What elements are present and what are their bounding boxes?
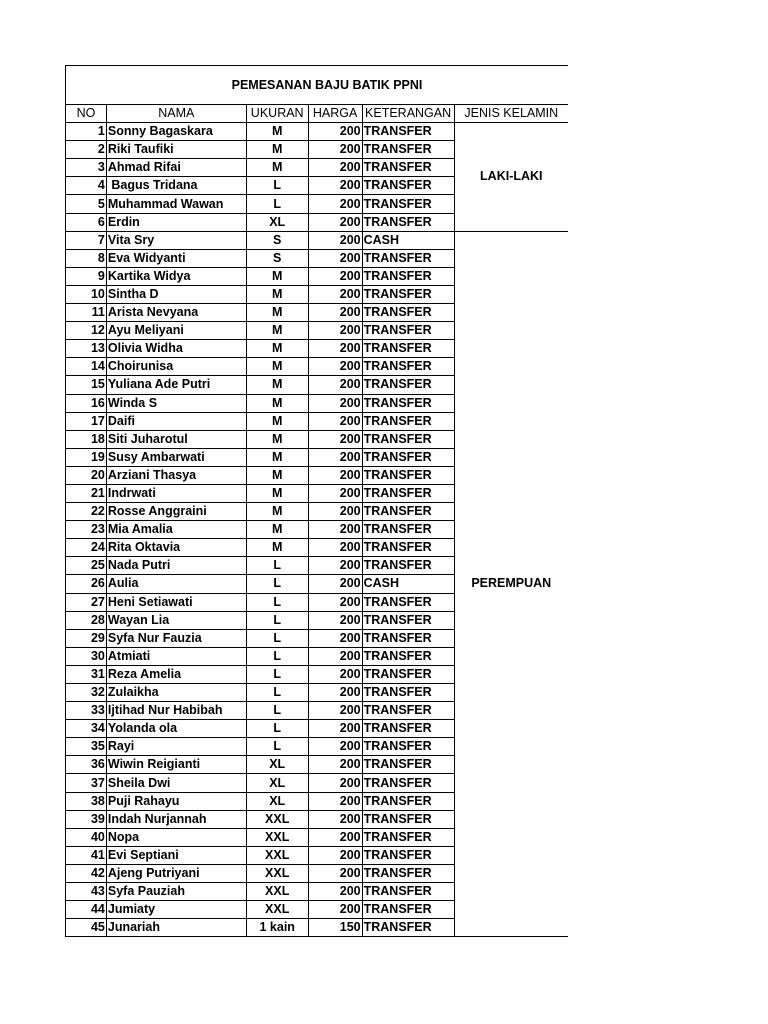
row-number: 43 xyxy=(66,883,107,901)
row-payment: TRANSFER xyxy=(362,159,454,177)
row-size: L xyxy=(246,702,308,720)
row-payment: TRANSFER xyxy=(362,629,454,647)
row-payment: TRANSFER xyxy=(362,304,454,322)
row-price: 200 xyxy=(308,720,362,738)
row-payment: TRANSFER xyxy=(362,919,454,937)
row-name: Indrwati xyxy=(106,484,246,502)
row-size: 1 kain xyxy=(246,919,308,937)
row-payment: TRANSFER xyxy=(362,503,454,521)
row-size: XL xyxy=(246,756,308,774)
row-number: 6 xyxy=(66,213,107,231)
row-price: 200 xyxy=(308,846,362,864)
row-name: Syfa Pauziah xyxy=(106,883,246,901)
row-payment: TRANSFER xyxy=(362,738,454,756)
row-number: 31 xyxy=(66,665,107,683)
row-payment: TRANSFER xyxy=(362,539,454,557)
row-size: XL xyxy=(246,792,308,810)
row-number: 30 xyxy=(66,647,107,665)
header-no: NO xyxy=(66,105,107,123)
row-price: 200 xyxy=(308,738,362,756)
row-size: L xyxy=(246,557,308,575)
row-number: 13 xyxy=(66,340,107,358)
row-name: Muhammad Wawan xyxy=(106,195,246,213)
row-payment: TRANSFER xyxy=(362,883,454,901)
header-harga: HARGA xyxy=(308,105,362,123)
row-number: 35 xyxy=(66,738,107,756)
row-size: M xyxy=(246,123,308,141)
row-number: 36 xyxy=(66,756,107,774)
row-payment: TRANSFER xyxy=(362,376,454,394)
row-price: 200 xyxy=(308,503,362,521)
row-size: M xyxy=(246,340,308,358)
row-price: 200 xyxy=(308,684,362,702)
row-price: 200 xyxy=(308,231,362,249)
row-name: Erdin xyxy=(106,213,246,231)
row-size: M xyxy=(246,159,308,177)
row-name: Indah Nurjannah xyxy=(106,810,246,828)
order-sheet xyxy=(65,65,568,935)
row-payment: TRANSFER xyxy=(362,249,454,267)
row-number: 44 xyxy=(66,901,107,919)
row-size: L xyxy=(246,195,308,213)
row-size: L xyxy=(246,177,308,195)
row-size: XL xyxy=(246,213,308,231)
row-size: M xyxy=(246,394,308,412)
row-name: Yolanda ola xyxy=(106,720,246,738)
row-name: Aulia xyxy=(106,575,246,593)
row-payment: TRANSFER xyxy=(362,611,454,629)
row-number: 38 xyxy=(66,792,107,810)
row-number: 32 xyxy=(66,684,107,702)
row-number: 39 xyxy=(66,810,107,828)
row-price: 200 xyxy=(308,195,362,213)
row-size: L xyxy=(246,647,308,665)
row-payment: TRANSFER xyxy=(362,774,454,792)
row-number: 8 xyxy=(66,249,107,267)
row-size: M xyxy=(246,521,308,539)
row-payment: TRANSFER xyxy=(362,141,454,159)
row-size: L xyxy=(246,575,308,593)
row-number: 1 xyxy=(66,123,107,141)
row-size: L xyxy=(246,684,308,702)
row-payment: TRANSFER xyxy=(362,720,454,738)
row-name: Sonny Bagaskara xyxy=(106,123,246,141)
row-price: 200 xyxy=(308,448,362,466)
row-price: 200 xyxy=(308,213,362,231)
row-name: Nada Putri xyxy=(106,557,246,575)
row-number: 25 xyxy=(66,557,107,575)
row-size: M xyxy=(246,539,308,557)
row-price: 200 xyxy=(308,141,362,159)
row-price: 200 xyxy=(308,285,362,303)
row-name: Olivia Widha xyxy=(106,340,246,358)
row-name: Atmiati xyxy=(106,647,246,665)
row-payment: TRANSFER xyxy=(362,430,454,448)
row-payment: TRANSFER xyxy=(362,521,454,539)
row-name: Riki Taufiki xyxy=(106,141,246,159)
row-name: Winda S xyxy=(106,394,246,412)
row-size: XL xyxy=(246,774,308,792)
row-name: Bagus Tridana xyxy=(106,177,246,195)
row-name: Rosse Anggraini xyxy=(106,503,246,521)
row-payment: TRANSFER xyxy=(362,358,454,376)
row-payment: TRANSFER xyxy=(362,448,454,466)
header-ukuran: UKURAN xyxy=(246,105,308,123)
row-number: 42 xyxy=(66,864,107,882)
row-name: Sheila Dwi xyxy=(106,774,246,792)
order-table xyxy=(65,104,568,937)
row-name: Ijtihad Nur Habibah xyxy=(106,702,246,720)
table-row xyxy=(66,231,569,249)
row-size: L xyxy=(246,720,308,738)
row-name: Yuliana Ade Putri xyxy=(106,376,246,394)
row-price: 200 xyxy=(308,702,362,720)
row-name: Daifi xyxy=(106,412,246,430)
row-payment: TRANSFER xyxy=(362,394,454,412)
row-size: XXL xyxy=(246,810,308,828)
row-name: Arista Nevyana xyxy=(106,304,246,322)
row-price: 200 xyxy=(308,593,362,611)
row-name: Reza Amelia xyxy=(106,665,246,683)
row-number: 10 xyxy=(66,285,107,303)
row-payment: TRANSFER xyxy=(362,322,454,340)
row-name: Ajeng Putriyani xyxy=(106,864,246,882)
row-payment: TRANSFER xyxy=(362,195,454,213)
header-row xyxy=(66,105,569,123)
row-payment: TRANSFER xyxy=(362,340,454,358)
row-name: Junariah xyxy=(106,919,246,937)
row-price: 200 xyxy=(308,123,362,141)
row-size: M xyxy=(246,448,308,466)
row-size: M xyxy=(246,376,308,394)
row-payment: TRANSFER xyxy=(362,901,454,919)
row-size: M xyxy=(246,322,308,340)
row-price: 200 xyxy=(308,883,362,901)
row-name: Siti Juharotul xyxy=(106,430,246,448)
row-price: 150 xyxy=(308,919,362,937)
row-number: 3 xyxy=(66,159,107,177)
header-keterangan: KETERANGAN xyxy=(362,105,454,123)
row-name: Jumiaty xyxy=(106,901,246,919)
row-number: 26 xyxy=(66,575,107,593)
row-name: Syfa Nur Fauzia xyxy=(106,629,246,647)
row-number: 12 xyxy=(66,322,107,340)
row-price: 200 xyxy=(308,304,362,322)
row-price: 200 xyxy=(308,430,362,448)
row-name: Rayi xyxy=(106,738,246,756)
row-price: 200 xyxy=(308,756,362,774)
row-price: 200 xyxy=(308,177,362,195)
row-price: 200 xyxy=(308,864,362,882)
row-name: Evi Septiani xyxy=(106,846,246,864)
row-number: 27 xyxy=(66,593,107,611)
row-price: 200 xyxy=(308,484,362,502)
row-size: M xyxy=(246,267,308,285)
row-number: 45 xyxy=(66,919,107,937)
row-price: 200 xyxy=(308,322,362,340)
row-name: Zulaikha xyxy=(106,684,246,702)
row-number: 41 xyxy=(66,846,107,864)
row-price: 200 xyxy=(308,249,362,267)
row-size: XXL xyxy=(246,901,308,919)
row-name: Heni Setiawati xyxy=(106,593,246,611)
row-price: 200 xyxy=(308,665,362,683)
row-price: 200 xyxy=(308,774,362,792)
row-price: 200 xyxy=(308,575,362,593)
row-size: S xyxy=(246,231,308,249)
row-size: M xyxy=(246,304,308,322)
row-number: 7 xyxy=(66,231,107,249)
row-size: L xyxy=(246,665,308,683)
row-payment: TRANSFER xyxy=(362,213,454,231)
row-payment: TRANSFER xyxy=(362,412,454,430)
row-number: 20 xyxy=(66,466,107,484)
row-size: S xyxy=(246,249,308,267)
row-number: 19 xyxy=(66,448,107,466)
row-size: M xyxy=(246,412,308,430)
row-name: Mia Amalia xyxy=(106,521,246,539)
row-number: 9 xyxy=(66,267,107,285)
row-number: 16 xyxy=(66,394,107,412)
row-price: 200 xyxy=(308,539,362,557)
row-payment: TRANSFER xyxy=(362,828,454,846)
row-name: Puji Rahayu xyxy=(106,792,246,810)
row-name: Ayu Meliyani xyxy=(106,322,246,340)
row-price: 200 xyxy=(308,376,362,394)
row-price: 200 xyxy=(308,611,362,629)
gender-group-label: PEREMPUAN xyxy=(454,231,568,937)
row-size: L xyxy=(246,738,308,756)
row-price: 200 xyxy=(308,267,362,285)
row-number: 29 xyxy=(66,629,107,647)
row-price: 200 xyxy=(308,647,362,665)
row-number: 5 xyxy=(66,195,107,213)
table-row xyxy=(66,123,569,141)
row-name: Wiwin Reigianti xyxy=(106,756,246,774)
row-payment: TRANSFER xyxy=(362,864,454,882)
row-price: 200 xyxy=(308,159,362,177)
row-size: M xyxy=(246,484,308,502)
row-size: M xyxy=(246,141,308,159)
row-name: Eva Widyanti xyxy=(106,249,246,267)
row-number: 34 xyxy=(66,720,107,738)
row-price: 200 xyxy=(308,828,362,846)
row-payment: TRANSFER xyxy=(362,647,454,665)
row-size: M xyxy=(246,466,308,484)
sheet-title: PEMESANAN BAJU BATIK PPNI xyxy=(65,65,568,104)
row-size: M xyxy=(246,430,308,448)
row-size: XXL xyxy=(246,846,308,864)
row-payment: TRANSFER xyxy=(362,846,454,864)
row-price: 200 xyxy=(308,521,362,539)
row-number: 17 xyxy=(66,412,107,430)
row-payment: TRANSFER xyxy=(362,684,454,702)
row-name: Wayan Lia xyxy=(106,611,246,629)
row-price: 200 xyxy=(308,466,362,484)
row-size: M xyxy=(246,503,308,521)
row-payment: TRANSFER xyxy=(362,123,454,141)
row-name: Vita Sry xyxy=(106,231,246,249)
header-nama: NAMA xyxy=(106,105,246,123)
row-price: 200 xyxy=(308,394,362,412)
row-size: L xyxy=(246,611,308,629)
row-number: 18 xyxy=(66,430,107,448)
row-name: Ahmad Rifai xyxy=(106,159,246,177)
row-name: Kartika Widya xyxy=(106,267,246,285)
row-number: 4 xyxy=(66,177,107,195)
row-name: Nopa xyxy=(106,828,246,846)
row-number: 14 xyxy=(66,358,107,376)
row-payment: TRANSFER xyxy=(362,285,454,303)
row-payment: TRANSFER xyxy=(362,557,454,575)
row-payment: TRANSFER xyxy=(362,484,454,502)
row-size: L xyxy=(246,629,308,647)
row-size: M xyxy=(246,358,308,376)
row-price: 200 xyxy=(308,629,362,647)
row-name: Choirunisa xyxy=(106,358,246,376)
row-number: 40 xyxy=(66,828,107,846)
row-name: Rita Oktavia xyxy=(106,539,246,557)
row-size: XXL xyxy=(246,828,308,846)
row-price: 200 xyxy=(308,557,362,575)
row-name: Arziani Thasya xyxy=(106,466,246,484)
row-number: 24 xyxy=(66,539,107,557)
row-price: 200 xyxy=(308,358,362,376)
header-jenis-kelamin: JENIS KELAMIN xyxy=(454,105,568,123)
row-number: 11 xyxy=(66,304,107,322)
row-number: 37 xyxy=(66,774,107,792)
table-body xyxy=(66,123,569,937)
row-size: XXL xyxy=(246,883,308,901)
gender-group-label: LAKI-LAKI xyxy=(454,123,568,232)
row-name: Susy Ambarwati xyxy=(106,448,246,466)
row-payment: TRANSFER xyxy=(362,810,454,828)
row-size: L xyxy=(246,593,308,611)
row-price: 200 xyxy=(308,412,362,430)
row-size: XXL xyxy=(246,864,308,882)
row-number: 28 xyxy=(66,611,107,629)
row-size: M xyxy=(246,285,308,303)
row-number: 22 xyxy=(66,503,107,521)
row-payment: TRANSFER xyxy=(362,177,454,195)
row-payment: TRANSFER xyxy=(362,466,454,484)
row-price: 200 xyxy=(308,901,362,919)
row-name: Sintha D xyxy=(106,285,246,303)
row-number: 21 xyxy=(66,484,107,502)
row-number: 33 xyxy=(66,702,107,720)
row-number: 2 xyxy=(66,141,107,159)
row-payment: CASH xyxy=(362,575,454,593)
row-payment: TRANSFER xyxy=(362,792,454,810)
row-payment: TRANSFER xyxy=(362,702,454,720)
row-payment: TRANSFER xyxy=(362,756,454,774)
row-number: 23 xyxy=(66,521,107,539)
row-payment: TRANSFER xyxy=(362,267,454,285)
row-price: 200 xyxy=(308,810,362,828)
row-price: 200 xyxy=(308,792,362,810)
row-number: 15 xyxy=(66,376,107,394)
row-payment: TRANSFER xyxy=(362,593,454,611)
row-payment: CASH xyxy=(362,231,454,249)
row-price: 200 xyxy=(308,340,362,358)
row-payment: TRANSFER xyxy=(362,665,454,683)
